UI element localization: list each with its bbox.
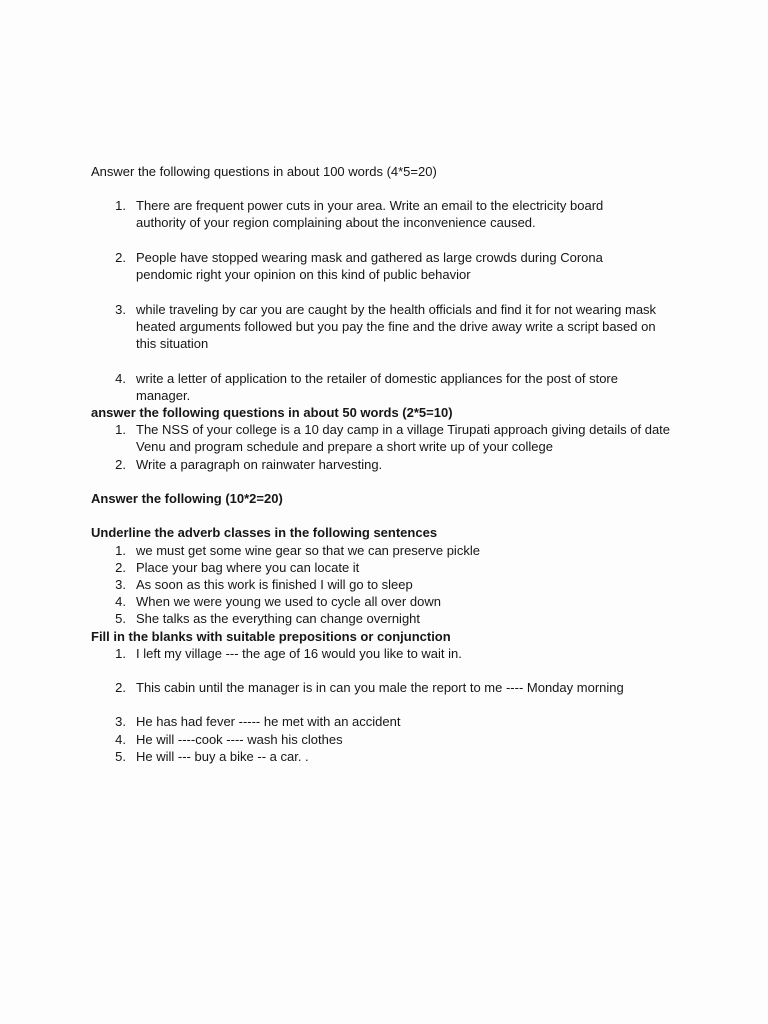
section5-item1-number: 1. [115,646,126,661]
section1-heading: Answer the following questions in about 100 words (4*5=20) [91,164,437,179]
section4-item3-number: 3. [115,577,126,592]
section5-item4-text: He will ----cook ---- wash his clothes [136,732,343,747]
section1-item4-text: write a letter of application to the retailer of domestic appliances for the post of store manager. [136,371,618,403]
section4-item2-text: Place your bag where you can locate it [136,560,360,575]
section4-item1-text: we must get some wine gear so that we can preserve pickle [136,543,480,558]
section2-item2-text: Write a paragraph on rainwater harvesting. [136,457,383,472]
section1-item1-number: 1. [115,198,126,213]
section4-heading: Underline the adverb classes in the following sentences [91,525,438,540]
section1-item2-number: 2. [115,250,126,265]
section5-item2-text: This cabin until the manager is in can you male the report to me ---- Monday morning [136,680,624,695]
section2-item1-text: The NSS of your college is a 10 day camp in a village Tirupati approach giving details of date Venu and program schedule and prepare a short write up of your college [136,422,671,454]
section1-item4-number: 4. [115,371,126,386]
section2-item1-number: 1. [115,422,126,437]
section1-item3-number: 3. [115,302,126,317]
section5-item5-number: 5. [115,749,126,764]
section5-item4-number: 4. [115,732,126,747]
section5-item3-number: 3. [115,714,126,729]
section2-item2-number: 2. [115,457,126,472]
section1-item1-text: There are frequent power cuts in your area. Write an email to the electricity board authority of your region complaining about the inconvenience caused. [136,198,604,230]
section4-item1-number: 1. [115,543,126,558]
section4-item5-text: She talks as the everything can change overnight [136,611,421,626]
section5-item1-text: I left my village --- the age of 16 would you like to wait in. [136,646,462,661]
section5-item2-number: 2. [115,680,126,695]
section5-heading: Fill in the blanks with suitable prepositions or conjunction [91,629,451,644]
section4-item4-number: 4. [115,594,126,609]
section1-item2-text: People have stopped wearing mask and gathered as large crowds during Corona pendomic right your opinion on this kind of public behavior [136,250,603,282]
section5-item5-text: He will --- buy a bike -- a car. . [136,749,309,764]
section2-heading: answer the following questions in about 50 words (2*5=10) [91,405,453,420]
section4-item4-text: When we were young we used to cycle all over down [136,594,441,609]
section1-item3-text: while traveling by car you are caught by the health officials and find it for not wearing mask heated arguments followed but you pay the fine and the drive away write a script based on this situation [136,302,657,351]
section3-heading: Answer the following (10*2=20) [91,491,283,506]
section4-item5-number: 5. [115,611,126,626]
section5-item3-text: He has had fever ----- he met with an accident [136,714,401,729]
section4-item2-number: 2. [115,560,126,575]
section4-item3-text: As soon as this work is finished I will go to sleep [136,577,413,592]
